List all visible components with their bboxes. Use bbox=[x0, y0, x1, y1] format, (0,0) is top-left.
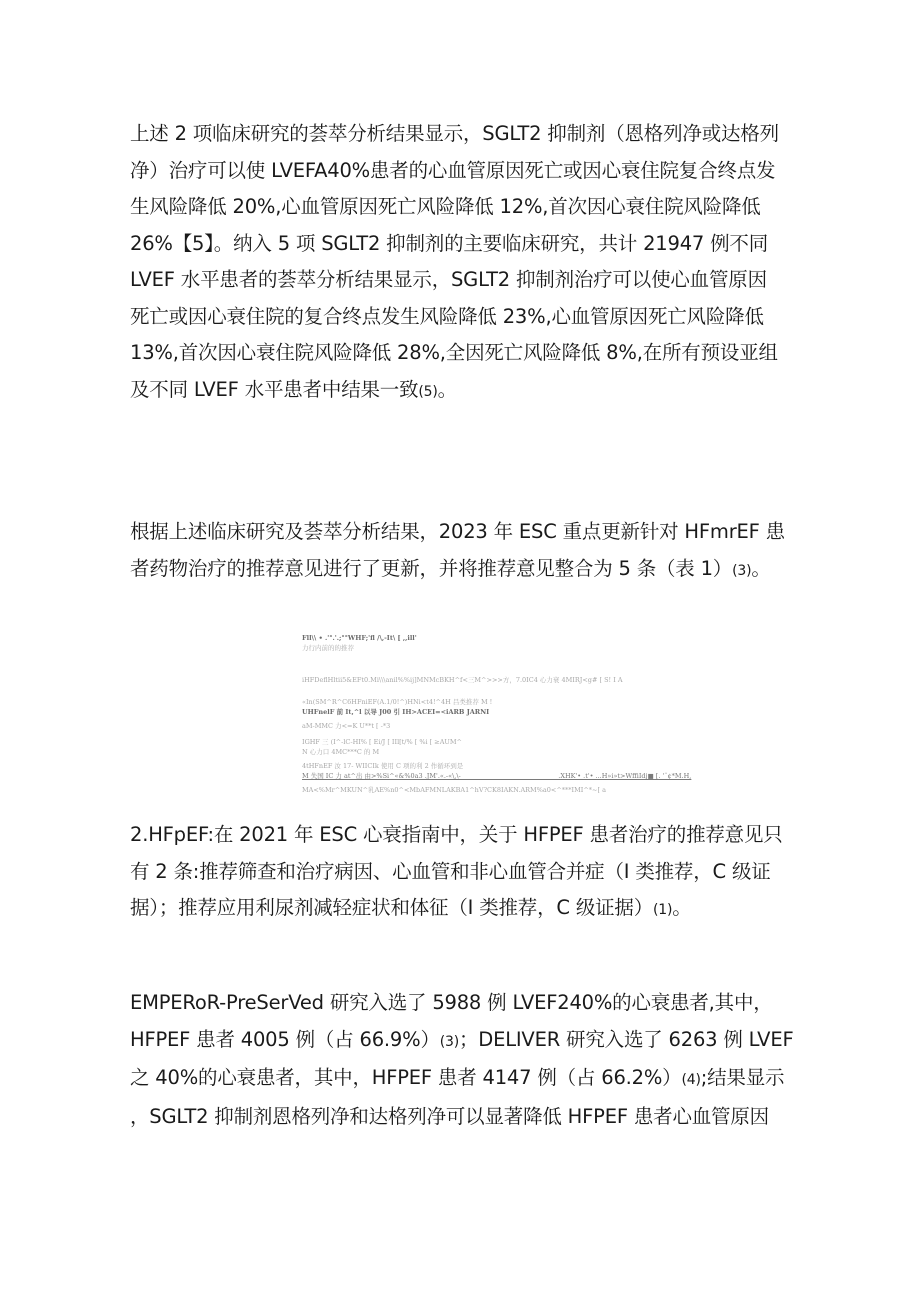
table-image-line: 力行内前的的推荐 bbox=[302, 644, 354, 652]
table-image-line: M 失国 IC 力 at^出 由>%Si^«&%0a3 .JM'.«.-«\,\-______________________________.XHK'• .t'• ...H»i»t>WffiIdj■ [. '¨¢*M.H, bbox=[302, 772, 692, 780]
text-segment: 之 40%的心衰患者，其中，HFPEF 患者 4147 例（占 66.2%） bbox=[130, 1066, 682, 1089]
text-line bbox=[130, 1060, 800, 1099]
reference-marker: (1) bbox=[653, 902, 673, 918]
table-image-line: IGHF 三 (I^-lC-HI% [ Ei/J [ IIl[t/% [ %i [ ≥AUM^ bbox=[302, 738, 462, 746]
table-image-line: N 心力口 4MC***C 的 M bbox=[302, 748, 380, 756]
table-image-line: 4tHFnEF 汝 17- WIICIk 使用 C 项的利 2 作循环到是 bbox=[302, 762, 464, 770]
text-segment: 及不同 LVEF 水平患者中结果一致 bbox=[130, 377, 419, 401]
table-image-line: UHFnelF 前 It,^l 以导 J00 引 IH>ACEI=<iARB JARNI bbox=[302, 708, 490, 716]
text-segment: ;结果显示 bbox=[700, 1066, 785, 1089]
text-line bbox=[130, 372, 800, 411]
text-line: ，SGLT2 抑制剂恩格列净和达格列净可以显著降低 HFPEF 患者心血管原因 bbox=[130, 1104, 769, 1128]
text-segment: HFPEF 患者 4005 例（占 66.9%） bbox=[130, 1027, 440, 1051]
reference-marker: (5) bbox=[418, 383, 438, 400]
text-line: 上述 2 项临床研究的荟萃分析结果显示，SGLT2 抑制剂（恩格列净或达格列 bbox=[130, 122, 779, 145]
reference-marker: (3) bbox=[439, 1033, 459, 1050]
text-line: EMPERoR-PreSerVed 研究入选了 5988 例 LVEF240%的心衰患者,其中， bbox=[130, 991, 773, 1014]
text-segment: 据）；推荐应用利尿剂减轻症状和体征（I 类推荐，C 级证据） bbox=[130, 896, 654, 919]
paragraph-esc-2023-update bbox=[130, 514, 800, 589]
text-segment: 。 bbox=[672, 896, 692, 919]
text-line: 26%【5】。纳入 5 项 SGLT2 抑制剂的主要临床研究，共计 21947 例不同 bbox=[130, 231, 769, 255]
text-line bbox=[130, 1022, 800, 1061]
table-image-line: «In(SM^R^C6HFniEF(A.1/0!^)HNi<t4!^4H 吕类推荐 M ! bbox=[302, 698, 493, 706]
text-line: 净）治疗可以使 LVEFA40%患者的心血管原因死亡或因心衰住院复合终点发 bbox=[130, 158, 776, 182]
text-line: LVEF 水平患者的荟萃分析结果显示，SGLT2 抑制剂治疗可以使心血管原因 bbox=[130, 268, 767, 291]
paragraph-emperor-deliver bbox=[130, 985, 800, 1135]
paragraph-sglt2-meta-analysis bbox=[130, 116, 800, 410]
text-line: 2.HFpEF:在 2021 年 ESC 心衰指南中，关于 HFPEF 患者治疗的推荐意见只 bbox=[130, 823, 783, 846]
table-image-line: aM-MMC 力<=K U**t [ -*3 bbox=[302, 722, 391, 730]
text-segment: 者药物治疗的推荐意见进行了更新，并将推荐意见整合为 5 条（表 1） bbox=[130, 556, 733, 580]
text-segment: 。 bbox=[437, 377, 457, 401]
paragraph-hfpef-guideline bbox=[130, 817, 800, 929]
text-line bbox=[130, 890, 800, 929]
text-line: 生风险降低 20%,心血管原因死亡风险降低 12%,首次因心衰住院风险降低 bbox=[130, 195, 761, 218]
text-line: 有 2 条:推荐筛查和治疗病因、心血管和非心血管合并症（I 类推荐，C 级证 bbox=[130, 859, 771, 883]
table-1-image bbox=[300, 628, 770, 800]
table-image-line: Fll\\ • .'°.'.;°°WHF;'fl /\,-It\ [ ,,ill' bbox=[302, 634, 417, 642]
reference-marker: (3) bbox=[732, 562, 752, 579]
text-line: 13%,首次因心衰住院风险降低 28%,全因死亡风险降低 8%,在所有预设亚组 bbox=[130, 341, 778, 364]
table-image-line: MA<%Mr^MKUN^乳AE%n0^<MbAFMNLAKBA1^hV?CK8IAKN.ARM%a0<^***IMI^*~[ a bbox=[302, 786, 606, 794]
text-line: 根据上述临床研究及荟萃分析结果，2023 年 ESC 重点更新针对 HFmrEF 患 bbox=[130, 520, 785, 543]
text-line: 死亡或因心衰住院的复合终点发生风险降低 23%,心血管原因死亡风险降低 bbox=[130, 304, 764, 328]
reference-marker: (4) bbox=[681, 1072, 701, 1088]
text-segment: 。 bbox=[751, 556, 771, 580]
text-line bbox=[130, 551, 800, 590]
table-image-line: iHFDeflHltii5&EFt0.Mi\\\anil%%ij]MNMcBKH^f<三M^>>>方，7.0IC4 心力衰 4MIRJ<g# [ S! I A bbox=[302, 676, 623, 684]
text-segment: ；DELIVER 研究入选了 6263 例 LVEF bbox=[458, 1027, 794, 1051]
